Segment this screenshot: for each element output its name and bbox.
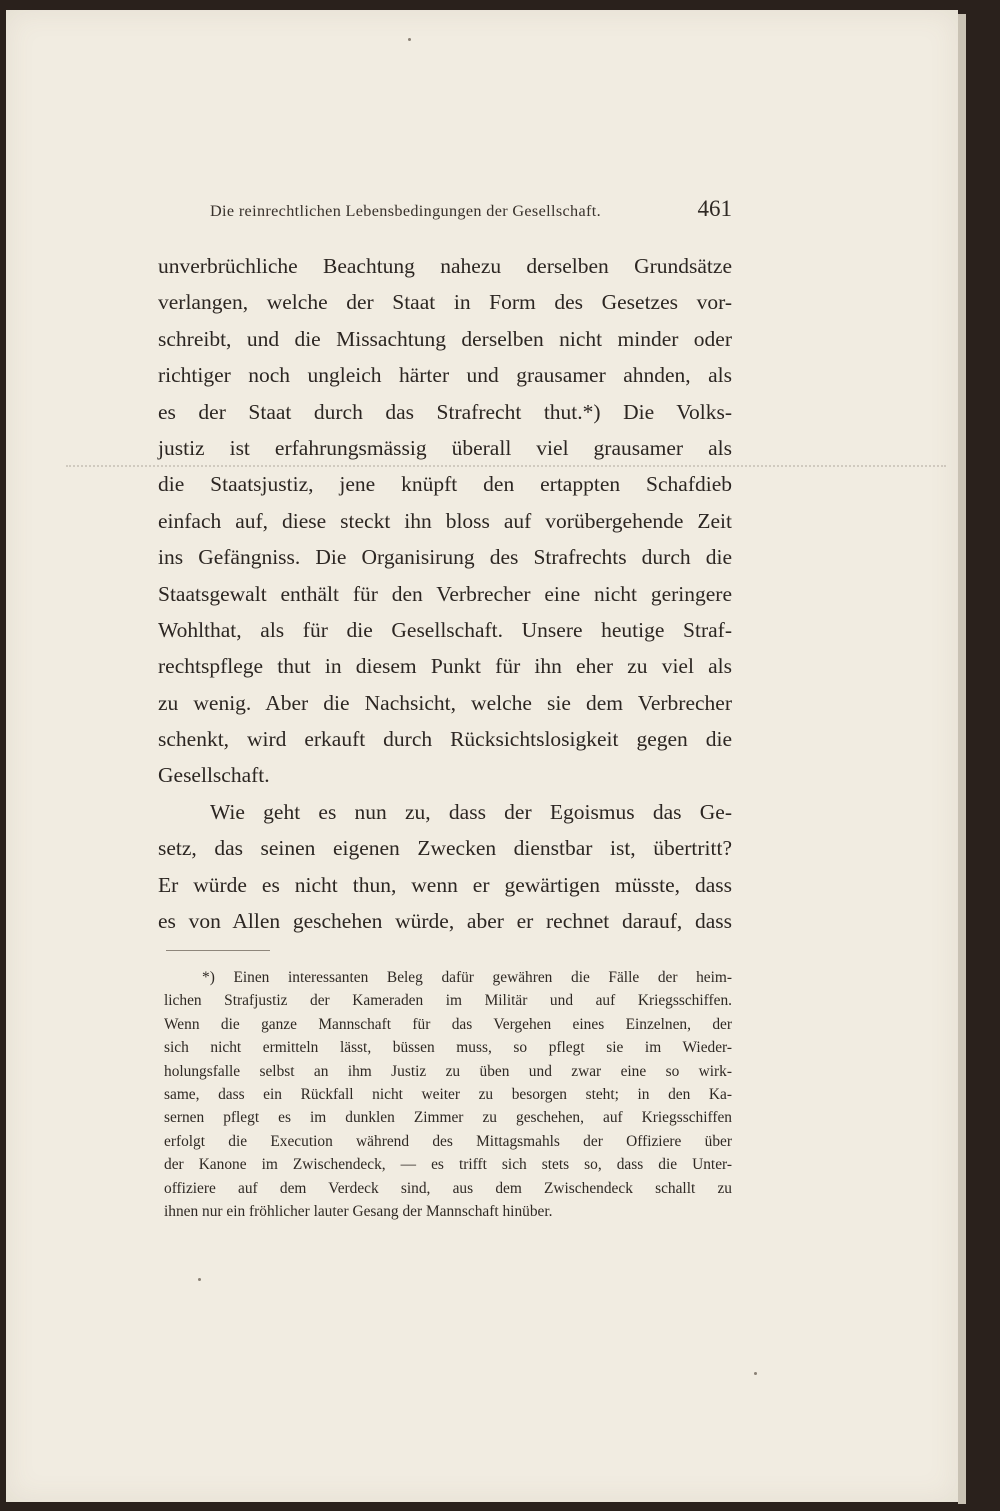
footnote-line: sernen pflegt es im dunklen Zimmer zu geschehen, auf Kriegsschiffen — [164, 1109, 732, 1127]
footnote-line: sich nicht ermitteln lässt, büssen muss, so pflegt sie im Wieder- — [164, 1039, 732, 1057]
body-line: Gesellschaft. — [158, 763, 270, 788]
body-line: die Staatsjustiz, jene knüpft den ertappten Schafdieb — [158, 472, 732, 497]
running-head — [210, 196, 732, 226]
body-line: verlangen, welche der Staat in Form des Gesetzes vor- — [158, 290, 732, 315]
body-line: Er würde es nicht thun, wenn er gewärtigen müsste, dass — [158, 872, 732, 897]
paper-speck — [198, 1278, 201, 1281]
body-line: setz, das seinen eigenen Zwecken dienstbar ist, übertritt? — [158, 836, 732, 861]
body-line: rechtspflege thut in diesem Punkt für ihn eher zu viel als — [158, 654, 732, 679]
body-line: unverbrüchliche Beachtung nahezu derselben Grundsätze — [158, 254, 732, 278]
body-text — [158, 248, 732, 939]
running-head-title: Die reinrechtlichen Lebensbedingungen der Gesellschaft. — [210, 202, 601, 220]
body-line: ins Gefängniss. Die Organisirung des Strafrechts durch die — [158, 545, 732, 570]
body-line: es der Staat durch das Strafrecht thut.*) Die Volks- — [158, 399, 732, 424]
footnote-line: offiziere auf dem Verdeck sind, aus dem Zwischendeck schallt zu — [164, 1179, 732, 1197]
footnote-line: erfolgt die Execution während des Mittagsmahls der Offiziere über — [164, 1132, 732, 1150]
body-line: richtiger noch ungleich härter und grausamer ahnden, als — [158, 363, 732, 388]
body-line: Wie geht es nun zu, dass der Egoismus das Ge- — [210, 799, 732, 824]
body-line: schenkt, wird erkauft durch Rücksichtslosigkeit gegen die — [158, 727, 732, 752]
footnote-line: der Kanone im Zwischendeck, — es trifft sich stets so, dass die Unter- — [164, 1156, 732, 1174]
footnote-line: holungsfalle selbst an ihm Justiz zu üben und zwar eine so wirk- — [164, 1062, 732, 1080]
body-line: schreibt, und die Missachtung derselben nicht minder oder — [158, 326, 732, 351]
body-line: Wohlthat, als für die Gesellschaft. Unsere heutige Straf- — [158, 617, 732, 642]
body-line: Staatsgewalt enthält für den Verbrecher eine nicht geringere — [158, 581, 732, 606]
footnote-rule — [166, 950, 270, 951]
body-line: justiz ist erfahrungsmässig überall viel grausamer als — [158, 435, 732, 460]
footnote-line: Wenn die ganze Mannschaft für das Vergehen eines Einzelnen, der — [164, 1015, 732, 1033]
body-line: es von Allen geschehen würde, aber er rechnet darauf, dass — [158, 909, 732, 934]
footnote-line: ihnen nur ein fröhlicher lauter Gesang der Mannschaft hinüber. — [164, 1202, 553, 1220]
footnote-line: *) Einen interessanten Beleg dafür gewähren die Fälle der heim- — [202, 969, 732, 986]
paper-speck — [408, 38, 411, 41]
body-line: einfach auf, diese steckt ihn bloss auf vorübergehende Zeit — [158, 508, 732, 533]
paper-speck — [754, 1372, 757, 1375]
body-line: zu wenig. Aber die Nachsicht, welche sie dem Verbrecher — [158, 690, 732, 715]
footnote — [164, 966, 732, 1223]
page-edge — [958, 14, 966, 1504]
footnote-line: lichen Strafjustiz der Kameraden im Militär und auf Kriegsschiffen. — [164, 992, 732, 1010]
footnote-line: same, dass ein Rückfall nicht weiter zu besorgen steht; in den Ka- — [164, 1085, 732, 1103]
book-page — [6, 10, 958, 1502]
page-number: 461 — [697, 196, 732, 221]
